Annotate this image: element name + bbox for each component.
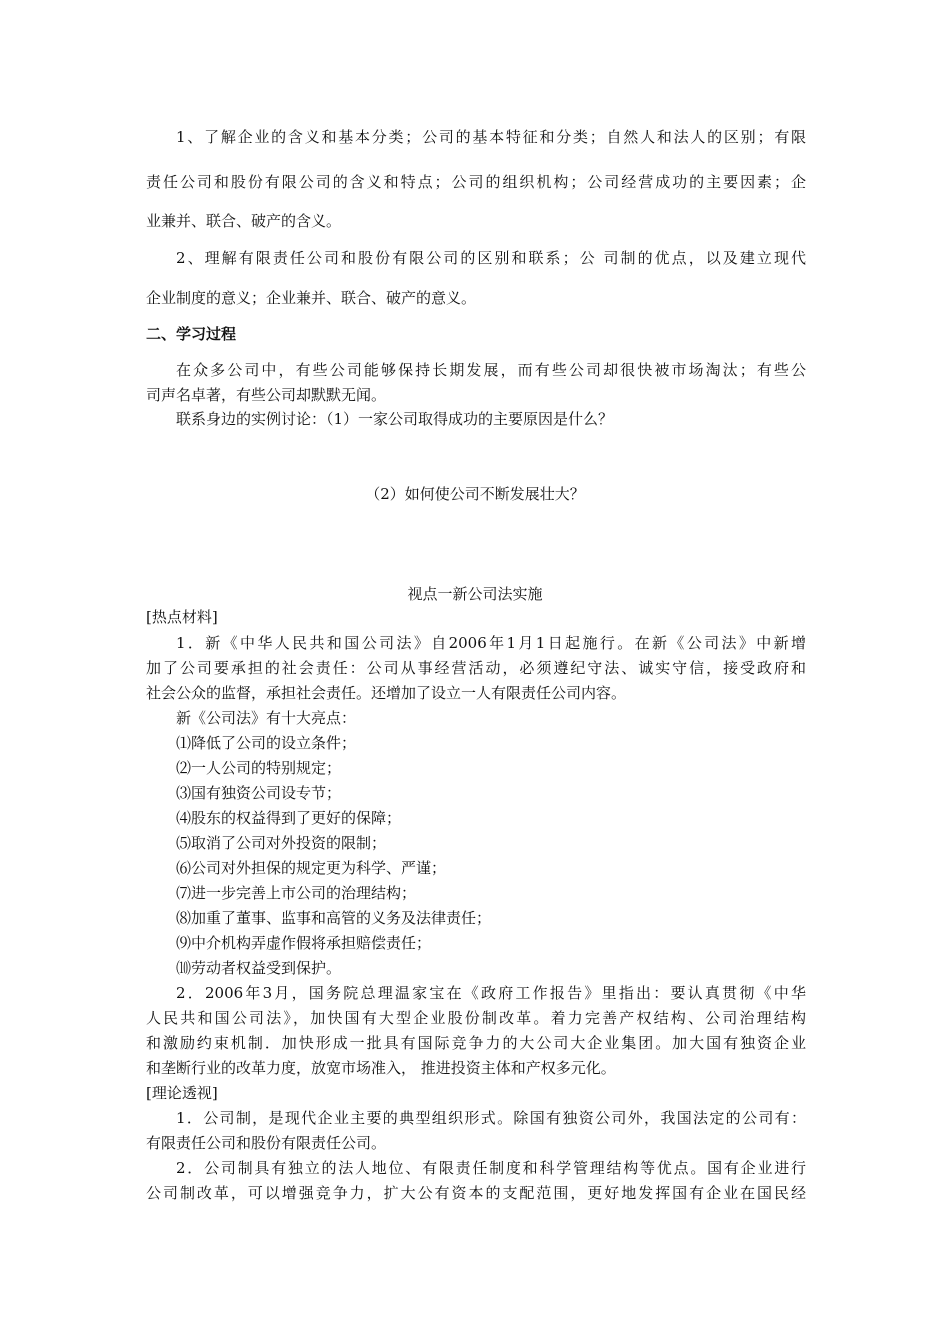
discussion-question-1: 联系身边的实例讨论：（1）一家公司取得成功的主要原因是什么？: [176, 410, 614, 428]
theory-2-line-1: 2．公司制具有独立的法人地位、有限责任制度和科学管理结构等优点。国有企业进行: [176, 1159, 806, 1177]
section-heading-learning-process: 二、学习过程: [146, 325, 237, 343]
highlight-item: ⑽劳动者权益受到保护。: [176, 959, 342, 977]
highlight-item: ⑹公司对外担保的规定更为科学、严谨；: [176, 859, 447, 877]
highlight-item: ⑻加重了董事、监事和高管的义务及法律责任；: [176, 909, 492, 927]
discussion-question-2: （2）如何使公司不断发展壮大？: [365, 485, 585, 503]
objective-2-line-1: 2、理解有限责任公司和股份有限公司的区别和联系；公 司制的优点，以及建立现代: [176, 249, 806, 267]
highlight-item: ⑼中介机构弄虚作假将承担赔偿责任；: [176, 934, 432, 952]
highlight-item: ⑸取消了公司对外投资的限制；: [176, 834, 387, 852]
highlight-item: ⑵一人公司的特别规定；: [176, 759, 342, 777]
highlights-intro: 新《公司法》有十大亮点：: [176, 709, 357, 727]
material-2-line-2: 人民共和国公司法》，加快国有大型企业股份制改革。着力完善产权结构、公司治理结构: [146, 1009, 806, 1027]
intro-line-2: 司声名卓著，有些公司却默默无闻。: [146, 386, 387, 404]
material-1-line-3: 社会公众的监督，承担社会责任。还增加了设立一人有限责任公司内容。: [146, 684, 627, 702]
material-2-line-3: 和激励约束机制．加快形成一批具有国际竞争力的大公司大企业集团。加大国有独资企业: [146, 1034, 806, 1052]
material-1-line-2: 加了公司要承担的社会责任：公司从事经营活动，必须遵纪守法、诚实守信，接受政府和: [146, 659, 806, 677]
highlight-item: ⑷股东的权益得到了更好的保障；: [176, 809, 402, 827]
intro-line-1: 在众多公司中，有些公司能够保持长期发展，而有些公司却很快被市场淘汰；有些公: [176, 361, 806, 379]
theory-2-line-2: 公司制改革，可以增强竞争力，扩大公有资本的支配范围，更好地发挥国有企业在国民经: [146, 1184, 806, 1202]
objective-1-line-3: 业兼并、联合、破产的含义。: [146, 212, 342, 230]
theory-label: [理论透视]: [146, 1084, 218, 1102]
highlight-item: ⑺进一步完善上市公司的治理结构；: [176, 884, 417, 902]
objective-1-line-2: 责任公司和股份有限公司的含义和特点；公司的组织机构；公司经营成功的主要因素；企: [146, 173, 806, 191]
highlight-item: ⑴降低了公司的设立条件；: [176, 734, 357, 752]
material-1-line-1: 1．新《中华人民共和国公司法》自2006年1月1日起施行。在新《公司法》中新增: [176, 634, 806, 652]
material-2-line-1: 2．2006年3月，国务院总理温家宝在《政府工作报告》里指出：要认真贯彻《中华: [176, 984, 806, 1002]
highlight-item: ⑶国有独资公司设专节；: [176, 784, 342, 802]
hot-material-label: [热点材料]: [146, 608, 218, 626]
viewpoint-title: 视点一新公司法实施: [407, 585, 543, 603]
theory-1-line-2: 有限责任公司和股份有限责任公司。: [146, 1134, 387, 1152]
objective-1-line-1: 1、了解企业的含义和基本分类；公司的基本特征和分类；自然人和法人的区别；有限: [176, 128, 806, 146]
objective-2-line-2: 企业制度的意义；企业兼并、联合、破产的意义。: [146, 289, 477, 307]
material-2-line-4: 和垄断行业的改革力度，放宽市场准入， 推进投资主体和产权多元化。: [146, 1059, 616, 1077]
theory-1-line-1: 1．公司制，是现代企业主要的典型组织形式。除国有独资公司外，我国法定的公司有：: [176, 1109, 806, 1127]
